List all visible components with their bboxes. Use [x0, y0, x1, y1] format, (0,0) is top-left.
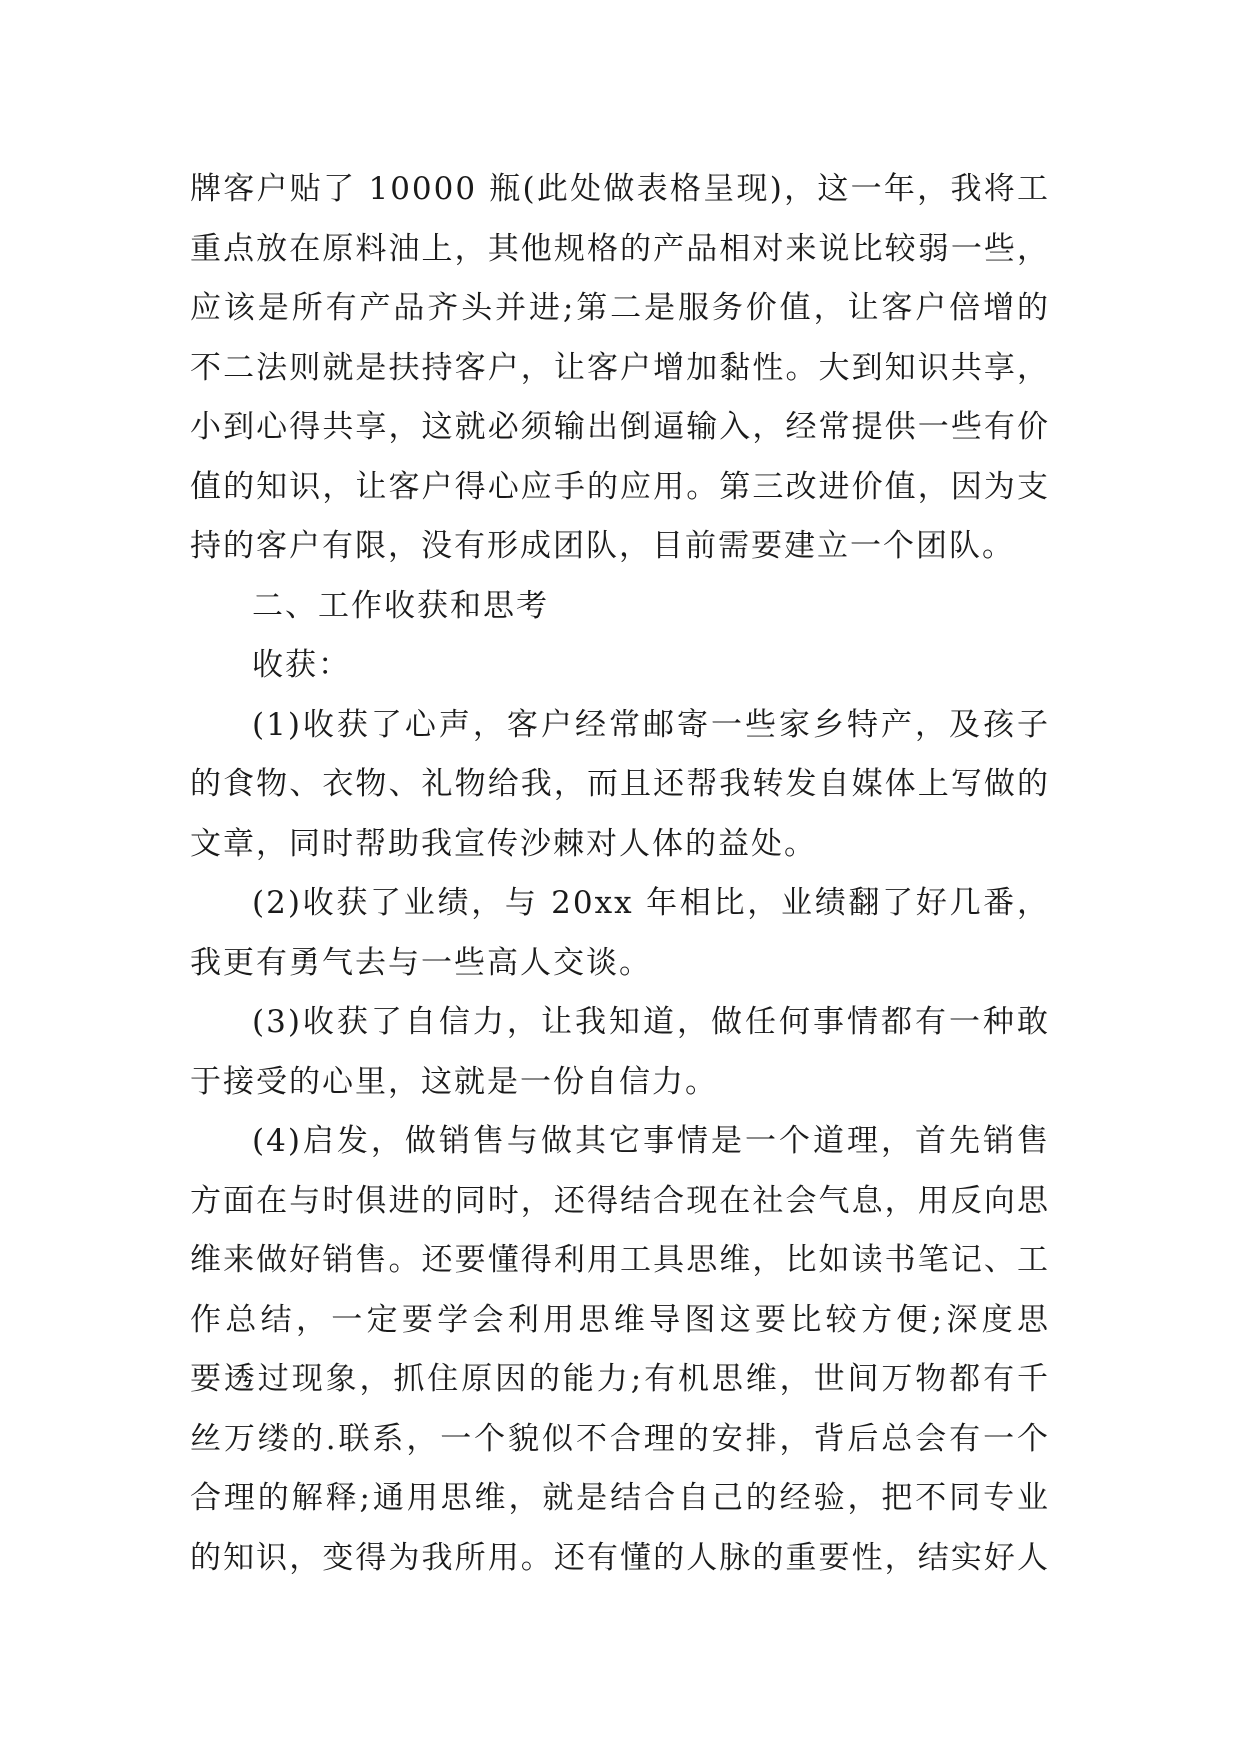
text-line: 我更有勇气去与一些高人交谈。 — [190, 944, 652, 981]
text-line: 值的知识，让客户得心应手的应用。第三改进价值，因为支 — [190, 468, 1050, 505]
text-line: 持的客户有限，没有形成团队，目前需要建立一个团队。 — [190, 528, 1015, 564]
text-line: 文章，同时帮助我宣传沙棘对人体的益处。 — [190, 825, 817, 862]
text-line: 的知识，变得为我所用。还有懂的人脉的重要性，结实好人 — [190, 1539, 1050, 1576]
paragraph-item-4 — [190, 1112, 1050, 1588]
text-line: 于接受的心里，这就是一份自信力。 — [190, 1063, 718, 1100]
text-line: (2)收获了业绩，与 20xx 年相比，业绩翻了好几番， — [252, 885, 1050, 921]
text-line: 不二法则就是扶持客户，让客户增加黏性。大到知识共享， — [190, 349, 1050, 386]
text-line: 重点放在原料油上，其他规格的产品相对来说比较弱一些， — [190, 230, 1050, 267]
text-line: 小到心得共享，这就必须输出倒逼输入，经常提供一些有价 — [190, 409, 1050, 445]
paragraph-subheading-gains — [190, 636, 1050, 696]
text-line: 合理的解释;通用思维，就是结合自己的经验，把不同专业 — [190, 1480, 1050, 1516]
paragraph-item-1 — [190, 696, 1050, 875]
text-line: 要透过现象，抓住原因的能力;有机思维，世间万物都有千 — [190, 1361, 1050, 1397]
paragraph-p-intro — [190, 160, 1050, 577]
document-body — [190, 160, 1050, 1588]
text-line: 的食物、衣物、礼物给我，而且还帮我转发自媒体上写做的 — [190, 766, 1050, 802]
text-line: 维来做好销售。还要懂得利用工具思维，比如读书笔记、工 — [190, 1242, 1050, 1278]
text-line: (3)收获了自信力，让我知道，做任何事情都有一种敢 — [252, 1004, 1050, 1040]
text-line: 收获： — [252, 647, 351, 683]
text-line: 作总结，一定要学会利用思维导图这要比较方便;深度思 — [190, 1301, 1050, 1338]
text-line: 应该是所有产品齐头并进;第二是服务价值，让客户倍增的 — [190, 290, 1050, 326]
text-line: (4)启发，做销售与做其它事情是一个道理，首先销售 — [252, 1123, 1050, 1159]
paragraph-section-heading — [190, 577, 1050, 637]
paragraph-item-2 — [190, 874, 1050, 993]
text-line: (1)收获了心声，客户经常邮寄一些家乡特产，及孩子 — [252, 706, 1050, 743]
paragraph-item-3 — [190, 993, 1050, 1112]
text-line: 二、工作收获和思考 — [252, 587, 549, 624]
text-line: 牌客户贴了 10000 瓶(此处做表格呈现)，这一年，我将工 — [190, 171, 1050, 207]
text-line: 丝万缕的.联系，一个貌似不合理的安排，背后总会有一个 — [190, 1420, 1050, 1457]
text-line: 方面在与时俱进的同时，还得结合现在社会气息，用反向思 — [190, 1182, 1050, 1219]
